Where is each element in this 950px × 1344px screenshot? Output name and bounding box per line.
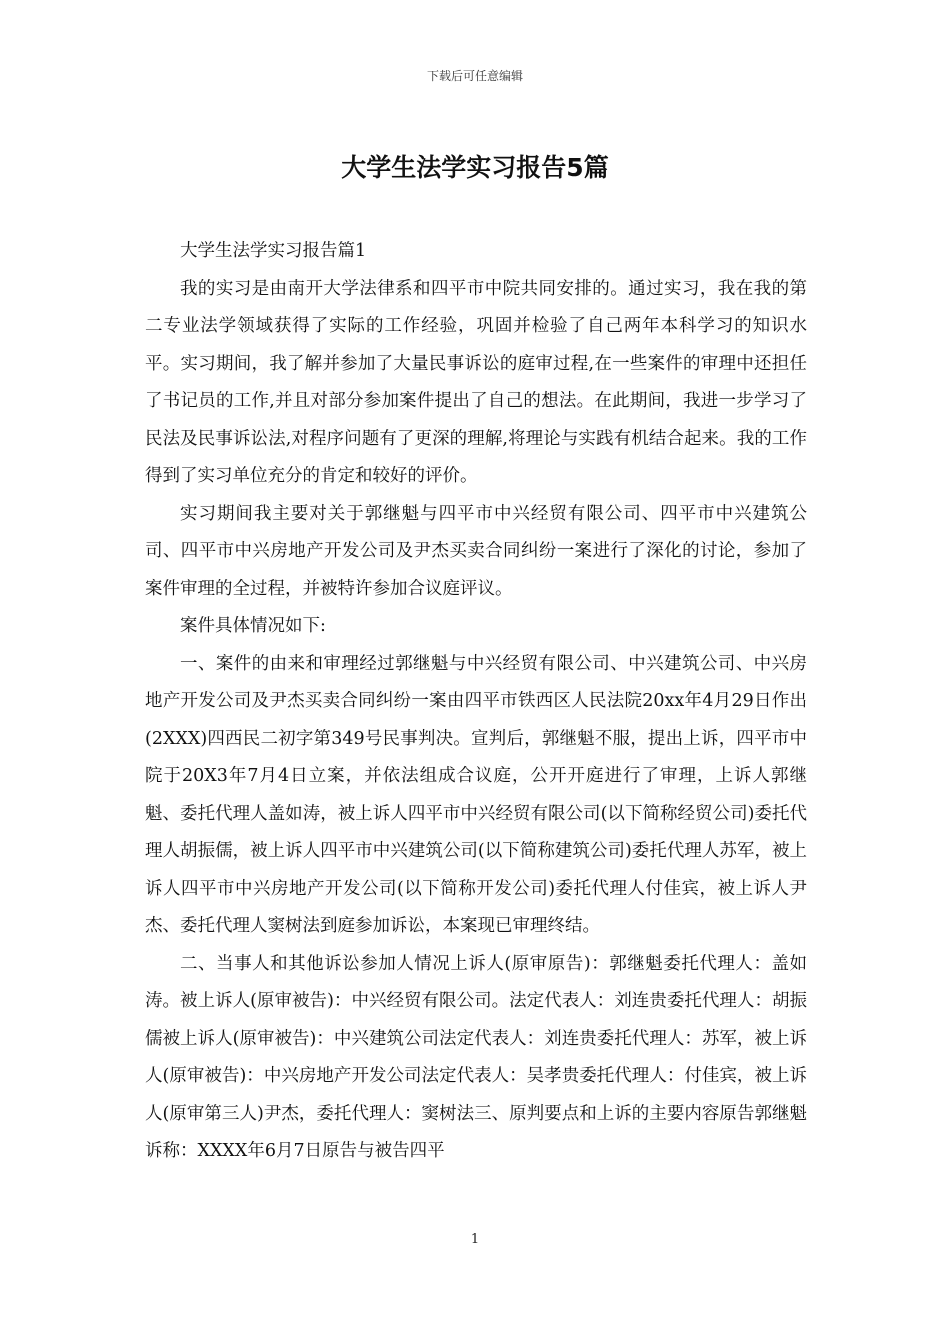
header-note: 下载后可任意编辑 bbox=[426, 69, 523, 83]
page-number: 1 bbox=[470, 1232, 480, 1247]
document-body bbox=[145, 233, 807, 1171]
paragraph: 我的实习是由南开大学法律系和四平市中院共同安排的。通过实习，我在我的第二专业法学领域获得了实际的工作经验，巩固并检验了自己两年本科学习的知识水平。实习期间，我了解并参加了大量民事诉讼的庭审过程,在一些案件的审理中还担任了书记员的工作,并且对部分参加案件提出了自己的想法。在此期间，我进一步学习了民法及民事诉讼法,对程序问题有了更深的理解,将理论与实践有机结合起来。我的工作得到了实习单位充分的肯定和较好的评价。 bbox=[145, 278, 807, 486]
document-title: 大学生法学实习报告5篇 bbox=[341, 153, 609, 182]
paragraph: 案件具体情况如下: bbox=[180, 616, 326, 636]
section-heading: 大学生法学实习报告篇1 bbox=[180, 241, 367, 261]
paragraph: 实习期间我主要对关于郭继魁与四平市中兴经贸有限公司、四平市中兴建筑公司、四平市中兴房地产开发公司及尹杰买卖合同纠纷一案进行了深化的讨论，参加了案件审理的全过程，并被特许参加合议庭评议。 bbox=[145, 503, 807, 599]
paragraph: 二、当事人和其他诉讼参加人情况上诉人(原审原告)：郭继魁委托代理人：盖如涛。被上诉人(原审被告)：中兴经贸有限公司。法定代表人：刘连贵委托代理人：胡振儒被上诉人(原审被告)：中兴建筑公司法定代表人：刘连贵委托代理人：苏军，被上诉人(原审被告)：中兴房地产开发公司法定代表人：吴孝贵委托代理人：付佳宾，被上诉人(原审第三人)尹杰，委托代理人：窦树法三、原判要点和上诉的主要内容原告郭继魁诉称：XXXX年6月7日原告与被告四平 bbox=[145, 953, 807, 1161]
paragraph: 一、案件的由来和审理经过郭继魁与中兴经贸有限公司、中兴建筑公司、中兴房地产开发公司及尹杰买卖合同纠纷一案由四平市铁西区人民法院20xx年4月29日作出(2XXX)四西民二初字第349号民事判决。宣判后，郭继魁不服，提出上诉，四平市中院于20X3年7月4日立案，并依法组成合议庭，公开开庭进行了审理，上诉人郭继魁、委托代理人盖如涛，被上诉人四平市中兴经贸有限公司(以下简称经贸公司)委托代理人胡振儒，被上诉人四平市中兴建筑公司(以下简称建筑公司)委托代理人苏军，被上诉人四平市中兴房地产开发公司(以下简称开发公司)委托代理人付佳宾，被上诉人尹杰、委托代理人窦树法到庭参加诉讼，本案现已审理终结。 bbox=[145, 653, 807, 936]
